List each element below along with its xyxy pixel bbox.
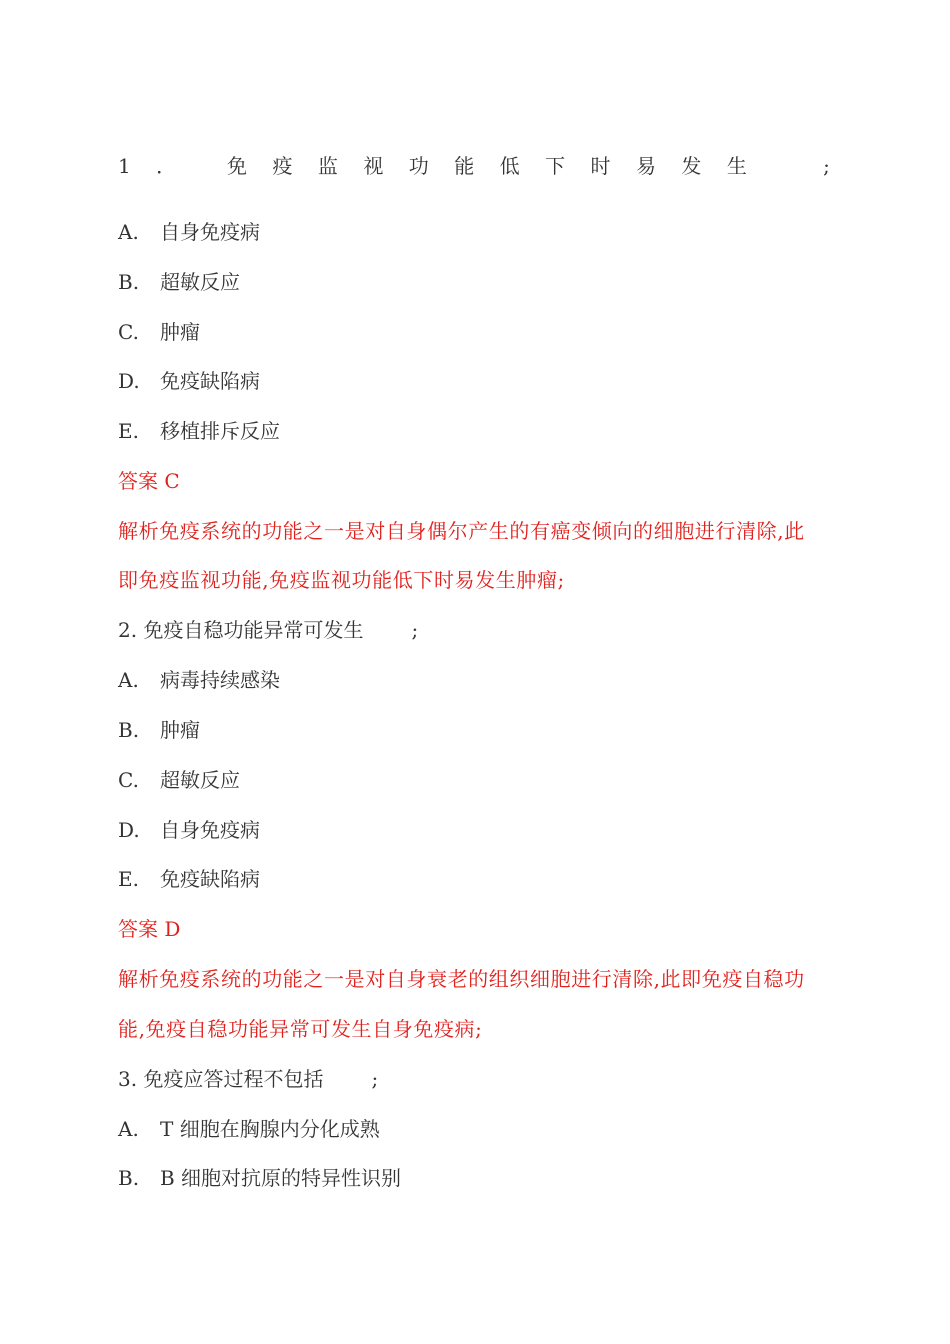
stem-char: ．: [156, 154, 177, 178]
question-1-explanation-line-1: 解析免疫系统的功能之一是对自身偶尔产生的有癌变倾向的细胞进行清除,此: [118, 519, 805, 543]
stem-char: 视: [363, 154, 384, 178]
option-text: 移植排斥反应: [160, 419, 280, 443]
stem-char: 免: [227, 154, 248, 178]
question-3-stem: [118, 1064, 378, 1094]
question-2-explanation-line-1: 解析免疫系统的功能之一是对自身衰老的组织细胞进行清除,此即免疫自稳功: [118, 967, 805, 991]
option-letter: D.: [118, 369, 140, 393]
question-1-option-b: [118, 267, 240, 297]
option-letter: B.: [118, 1166, 140, 1190]
option-text: 自身免疫病: [160, 818, 260, 842]
option-text: 自身免疫病: [160, 220, 260, 244]
stem-char: 易: [635, 154, 656, 178]
option-text: 超敏反应: [160, 270, 240, 294]
stem-text: 3. 免疫应答过程不包括: [118, 1067, 324, 1091]
question-2-option-b: [118, 715, 200, 745]
option-letter: A.: [118, 1117, 139, 1141]
option-letter: A.: [118, 220, 139, 244]
option-text: 超敏反应: [160, 768, 240, 792]
option-letter: A.: [118, 668, 139, 692]
stem-char: 疫: [272, 154, 293, 178]
option-letter: B.: [118, 270, 140, 294]
option-text: 病毒持续感染: [160, 668, 280, 692]
question-2-explanation-line-2: 能,免疫自稳功能异常可发生自身免疫病;: [118, 1017, 483, 1041]
question-2-option-c: [118, 765, 240, 795]
option-letter: C.: [118, 768, 139, 792]
option-text: 免疫缺陷病: [160, 867, 260, 891]
question-3-option-a: [118, 1114, 380, 1144]
question-2-answer: 答案 D: [118, 917, 181, 941]
question-1-option-d: [118, 366, 260, 396]
stem-text: 2. 免疫自稳功能异常可发生: [118, 618, 364, 642]
option-letter: C.: [118, 320, 139, 344]
option-letter: B.: [118, 718, 140, 742]
question-1-explanation-line-2: 即免疫监视功能,免疫监视功能低下时易发生肿瘤;: [118, 568, 565, 592]
question-2-option-e: [118, 864, 260, 894]
option-text: 免疫缺陷病: [160, 369, 260, 393]
question-1-option-c: [118, 317, 200, 347]
stem-char: 下: [545, 154, 566, 178]
option-text: 肿瘤: [160, 320, 200, 344]
stem-char: 监: [317, 154, 338, 178]
stem-char: 功: [408, 154, 429, 178]
stem-char: 生: [726, 154, 747, 178]
question-1-answer: 答案 C: [118, 469, 180, 493]
option-text: B 细胞对抗原的特异性识别: [160, 1166, 402, 1190]
question-1-option-a: [118, 217, 260, 247]
stem-end: ;: [371, 1067, 379, 1091]
stem-char: 低: [499, 154, 520, 178]
stem-char: 1: [118, 154, 131, 178]
stem-char: 能: [454, 154, 475, 178]
stem-char: 发: [681, 154, 702, 178]
option-text: T 细胞在胸腺内分化成熟: [160, 1117, 380, 1141]
stem-end: ;: [411, 618, 419, 642]
question-3-option-b: [118, 1163, 401, 1193]
stem-char: 时: [590, 154, 611, 178]
option-letter: E.: [118, 867, 139, 891]
option-letter: D.: [118, 818, 140, 842]
option-letter: E.: [118, 419, 139, 443]
question-2-option-d: [118, 815, 260, 845]
option-text: 肿瘤: [160, 718, 200, 742]
stem-char: ;: [823, 154, 830, 178]
question-1-option-e: [118, 416, 280, 446]
question-2-option-a: [118, 665, 280, 695]
question-1-stem: [118, 151, 830, 181]
question-2-stem: [118, 615, 418, 645]
